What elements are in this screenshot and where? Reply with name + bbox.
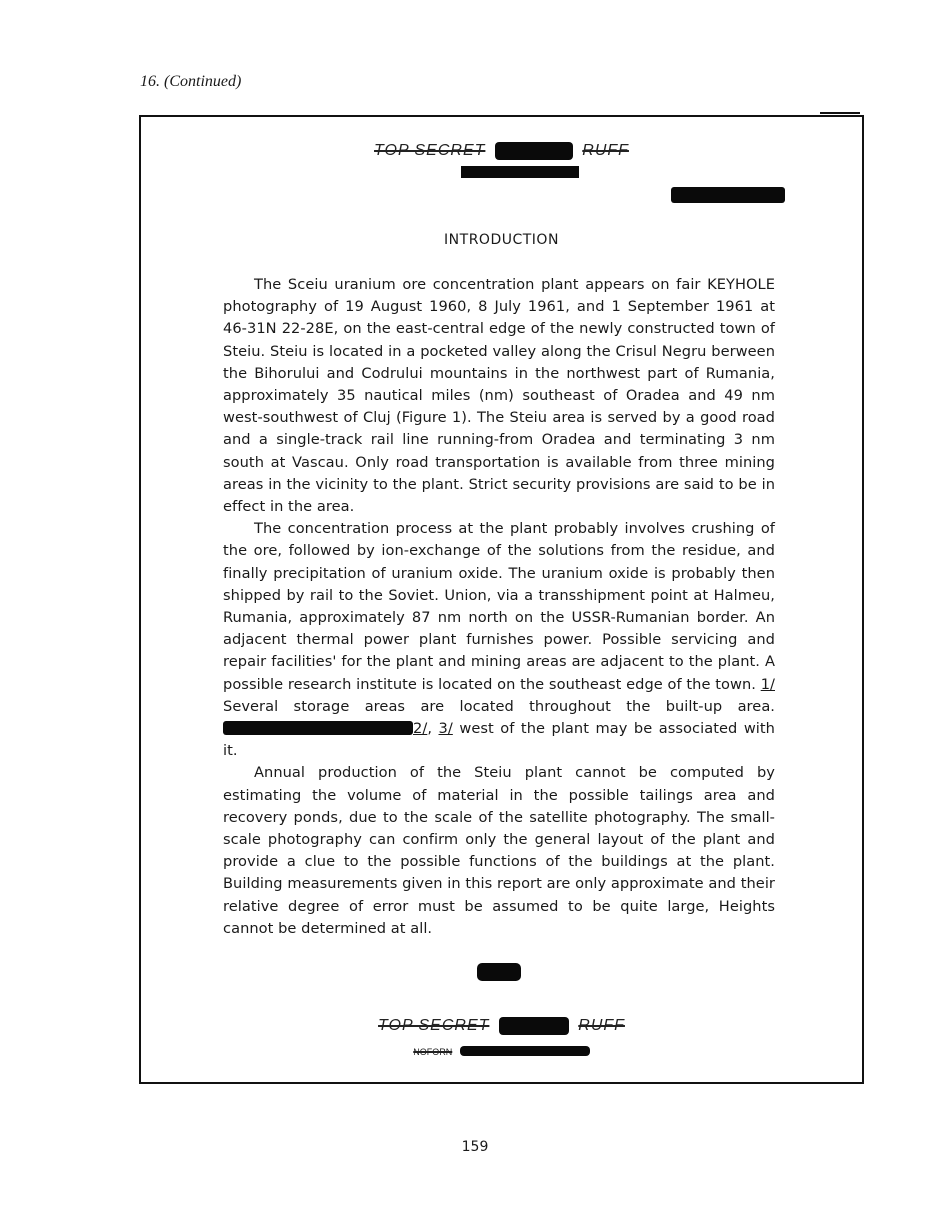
redaction-block bbox=[499, 1017, 569, 1035]
paragraph-text: west of the plant may be associated with it. bbox=[223, 720, 775, 760]
redaction-block bbox=[495, 142, 573, 160]
classification-sub bbox=[141, 1042, 862, 1060]
redaction-bar bbox=[671, 187, 785, 203]
redaction-bar bbox=[461, 166, 579, 178]
body-text bbox=[223, 274, 775, 940]
continued-label: 16. (Continued) bbox=[140, 73, 242, 90]
redaction-bar bbox=[460, 1046, 590, 1056]
classification-top-right: RUFF bbox=[582, 142, 629, 160]
classification-bottom bbox=[141, 1017, 862, 1035]
paragraph bbox=[223, 518, 775, 762]
top-rule bbox=[820, 112, 860, 114]
paragraph-text: The concentration process at the plant probably involves crushing of the ore, followed by ion-exchange of the solutions from the residue, and finally precipitation of uranium oxide. The uranium oxide is probably then shipped by rail to the Soviet. Union, via a transshipment point at Halmeu, Rumania, approximately 87 nm north on the USSR-Rumanian border. An adjacent thermal power plant furnishes power. Possible servicing and repair facilities' for the plant and mining areas are adjacent to the plant. A possible research institute is located on the southeast edge of the town. bbox=[223, 520, 775, 693]
classification-top-left: TOP SECRET bbox=[374, 142, 486, 160]
footnote-ref: 3/ bbox=[438, 720, 453, 738]
page-number: 159 bbox=[461, 1139, 489, 1155]
footnote-ref: 1/ bbox=[760, 675, 775, 693]
redaction-block bbox=[477, 963, 521, 981]
separator: , bbox=[427, 720, 433, 738]
paragraph-text: Several storage areas are located throughout the built-up area. bbox=[223, 697, 775, 715]
section-title: INTRODUCTION bbox=[444, 232, 559, 248]
classification-top bbox=[141, 142, 862, 160]
paragraph: The Sceiu uranium ore concentration plant appears on fair KEYHOLE photography of 19 August 1960, 8 July 1961, and 1 September 1961 at 46-31N 22-28E, on the east-central edge of the newly constructed town of Steiu. Steiu is located in a pocketed valley along the Crisul Negru berween the Bihorului and Codrului mountains in the northwest part of Rumania, approximately 35 nautical miles (nm) southeast of Oradea and 49 nm west-southwest of Cluj (Figure 1). The Steiu area is served by a good road and a single-track rail line running-from Oradea and terminating 3 nm south at Vascau. Only road transportation is available from three mining areas in the vicinity to the plant. Strict security provisions are said to be in effect in the area. bbox=[223, 276, 775, 516]
classification-bottom-left: TOP SECRET bbox=[378, 1017, 490, 1035]
paragraph: Annual production of the Steiu plant cannot be computed by estimating the volume of material in the possible tailings area and recovery ponds, due to the scale of the satellite photography. The small-scale photography can confirm only the general layout of the plant and provide a clue to the possible functions of the buildings at the plant. Building measurements given in this report are only approximate and their relative degree of error must be assumed to be quite large, Heights cannot be determined at all. bbox=[223, 764, 775, 937]
redaction-bar bbox=[223, 721, 413, 735]
document-frame bbox=[139, 115, 864, 1084]
classification-bottom-right: RUFF bbox=[578, 1017, 625, 1035]
footnote-ref: 2/ bbox=[413, 720, 428, 738]
dissemination-control: NOFORN bbox=[413, 1047, 453, 1057]
